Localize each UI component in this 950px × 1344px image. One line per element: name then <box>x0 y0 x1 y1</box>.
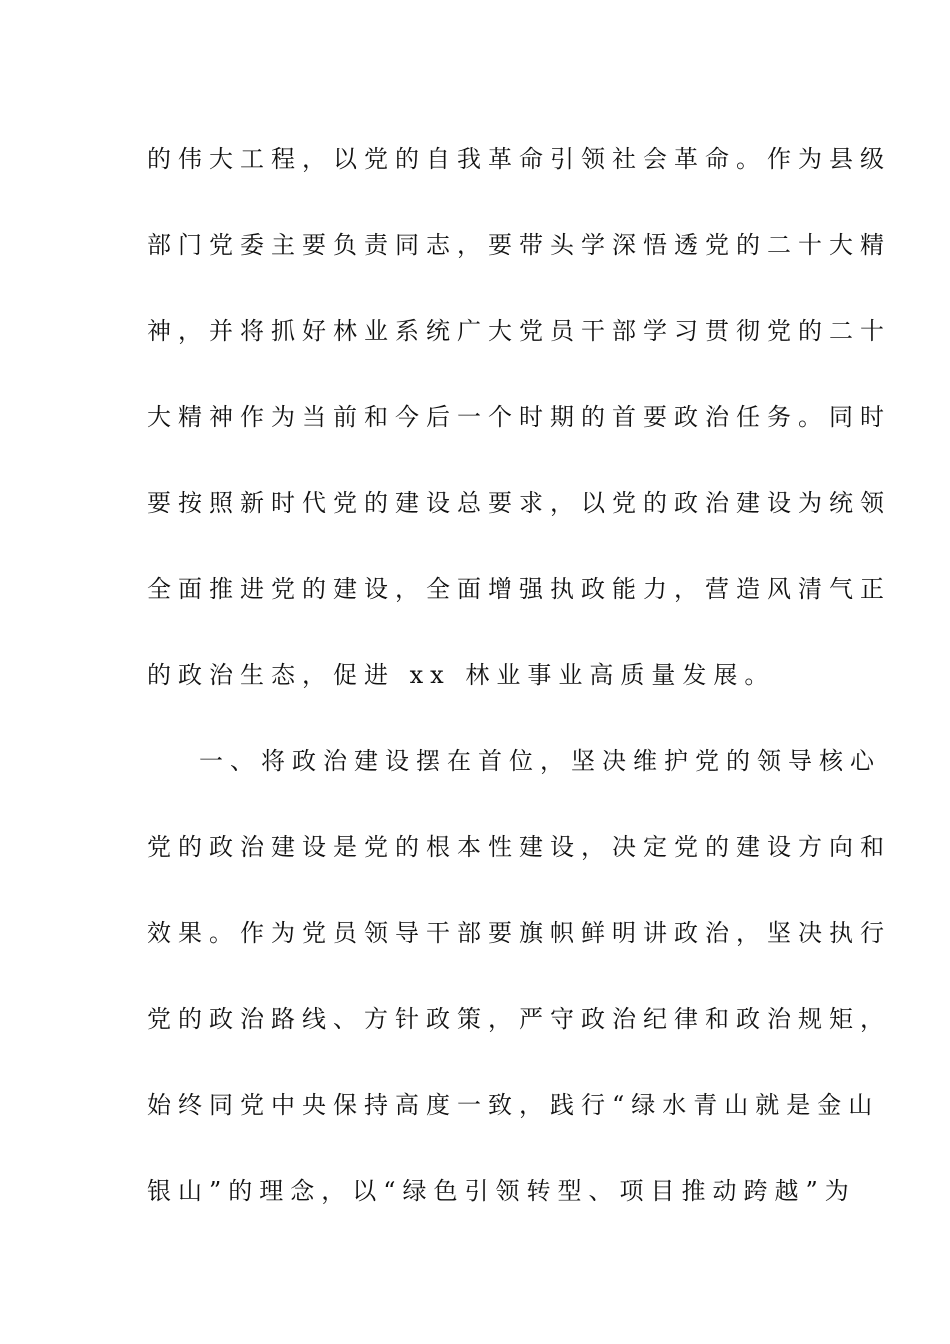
paragraph-line: 大精神作为当前和今后一个时期的首要政治任务。同时 <box>147 403 891 431</box>
paragraph-line: 神，并将抓好林业系统广大党员干部学习贯彻党的二十 <box>147 317 891 345</box>
paragraph-line: 的政治生态，促进 xx 林业事业高质量发展。 <box>147 661 776 689</box>
section-heading: 一、将政治建设摆在首位，坚决维护党的领导核心 <box>199 747 881 775</box>
body-text <box>147 133 891 1251</box>
paragraph-line: 的伟大工程，以党的自我革命引领社会革命。作为县级 <box>147 145 891 173</box>
paragraph-line: 效果。作为党员领导干部要旗帜鲜明讲政治，坚决执行 <box>147 919 891 947</box>
paragraph-line: 要按照新时代党的建设总要求，以党的政治建设为统领 <box>147 489 891 517</box>
paragraph-line: 全面推进党的建设，全面增强执政能力，营造风清气正 <box>147 575 891 603</box>
paragraph-line: 银山”的理念，以“绿色引领转型、项目推动跨越”为 <box>147 1177 856 1205</box>
paragraph-line: 始终同党中央保持高度一致，践行“绿水青山就是金山 <box>147 1091 880 1119</box>
paragraph-line: 党的政治建设是党的根本性建设，决定党的建设方向和 <box>147 833 891 861</box>
paragraph-line: 党的政治路线、方针政策，严守政治纪律和政治规矩， <box>147 1005 891 1033</box>
paragraph-line: 部门党委主要负责同志，要带头学深悟透党的二十大精 <box>147 231 891 259</box>
